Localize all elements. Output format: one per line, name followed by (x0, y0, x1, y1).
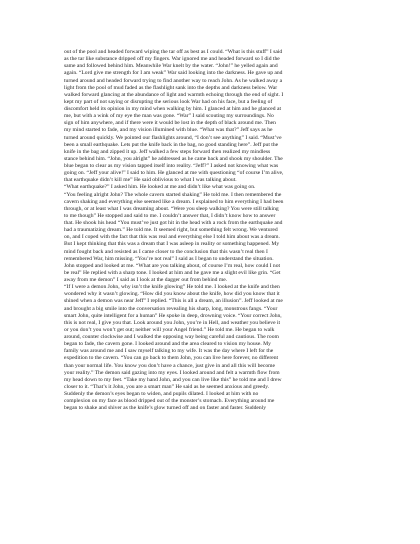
text-line: knife in the bag and zipped it up. Jeff walked a few steps forward then realized my mindless (64, 148, 271, 155)
text-line: “You feeling alright John? The whole cavern started shaking” He told me. I then remembered the (64, 191, 282, 198)
text-line: again. “Lord give me strength for I am weak” War said looking into the darkness. He gave up and (64, 70, 283, 77)
text-line: away from me demon” I said as I look at the dagger out from behind me. (64, 277, 228, 283)
text-line: began to fade, the cavern gone. I looked around and the area cleared to vision my house. My (64, 341, 271, 348)
text-line: discomfort held its opinion in my mind when walking by him. I glanced at him and he glanced at (64, 106, 282, 112)
text-line: smart John, quite intelligent for a human” He spoke in deep, drowning voice. “Your correct John, (64, 312, 282, 319)
text-line: out of the pool and headed forward wiping the tar off as best as I could. “What is this stuff” I said (64, 49, 283, 55)
text-line: my mind started to fade, and my vision illumined with blue. “What was that?” Jeff says as he (64, 127, 273, 134)
text-line: walked forward glancing at the abundance of light and warmth echoing through the end of sight. I (64, 91, 284, 98)
text-line: cavern shaking and everything else seemed like a dream. I explained to him everything I had been (64, 198, 284, 205)
text-line: “What earthquake?” I asked him. He looked at me and didn’t like what was going on. (64, 184, 256, 191)
text-line: your reality.” The demon said gazing into my eyes. I looked around and felt a warmth flow from (64, 369, 280, 376)
text-line: than your normal life. You know you don’t have a chance, just give in and all this will become (64, 362, 276, 369)
text-line: this is not real, I give you that. Look around you John, you’re in Hell, and weather you believe it (64, 319, 281, 326)
text-line: complexion on my face as blood dripped out of the monster’s stomach. Everything around me (64, 398, 275, 405)
text-line: turned around and headed forward trying to find another way to reach John. As he walked away a (64, 77, 283, 84)
text-line: around, counter clockwise and I walked the opposing way being careful and cautious. The room (64, 334, 279, 340)
text-line: on, and I coped with the fact that this was real and everything else I told him about was a dream. (64, 234, 280, 241)
text-line: same and followed behind him. Meanwhile War knelt by the water. “John!” he yelled again and (64, 63, 278, 70)
text-line: had a traumatizing dream.” He told me. It seemed right, but something felt wrong. We ventured (64, 227, 278, 234)
document-page (64, 49, 369, 412)
text-line: wondered why it wasn’t glowing. “How did you know about the knife, how did you know that it (64, 291, 280, 298)
text-line: Suddenly the demon’s eyes began to widen, and pupils dilated. I looked at him with no (64, 391, 259, 397)
text-line: to me though” He stopped and said to me. I couldn’t answer that, I didn’t know how to answer (64, 212, 276, 219)
text-line: blue began to clear as my vision tapped itself into reality. “Jeff?” I asked not knowing what was (64, 163, 279, 169)
text-line: expedition to the cavern. “You can go back to them John, you can live here forever, no different (64, 355, 279, 362)
text-line: me, but with a wink of my eye the man was gone. “War” I said scouting my surroundings. No (64, 113, 274, 120)
text-line: my head down to my feet. “Take my hand John, and you can live like this” he told me and I drew (64, 376, 282, 383)
text-line: But I kept thinking that this was a dream that I was asleep in reality or something happened. My (64, 241, 280, 248)
text-line: closer to it. “That’s it John, you are a smart man” He said as he seemed anxious and greedy. (64, 383, 270, 390)
text-line: been a small earthquake. Lets put the knife back in the bag, no good standing here”. Jeff put the (64, 141, 279, 148)
text-line: light from the pool of mud faded as the flashlight sank into the depths and darkness below. War (64, 84, 278, 91)
text-line: family was around me and I saw myself talking to my wife. It was the day where I left for the (64, 348, 274, 355)
text-line: began to shake and shiver as the knife’s glow turned off and on faster and faster. Suddenly (64, 405, 266, 412)
text-line: through, or at least what I was dreaming about. “Were you sleep walking? You were still talking (64, 205, 279, 212)
text-line: “If I were a demon John, why isn’t the knife glowing” He told me. I looked at the knife and then (64, 284, 280, 291)
text-line: remembered War, him missing. “You’re not real” I said as I began to understand the situation. (64, 255, 274, 262)
text-line: and brought a big smile into the conversation revealing his sharp, long, monstrous fangs. “Your (64, 305, 278, 312)
text-line: mind fought back and resisted as I came closer to the conclusion that this wasn’t real then I (64, 248, 268, 255)
text-line: as the tar like substance dripped off my fingers. War ignored me and headed forward so I did the (64, 56, 280, 63)
text-line: sign of him anywhere, and if there were it would be lost in the depth of black around me. Then (64, 120, 276, 127)
text-line: going on. “Jeff your alive!” I said to him. He glanced at me with questioning “of course I’m alive, (64, 170, 284, 177)
text-line: or you don’t you won’t get out; neither will your Angel friend.” He told me. He began to walk (64, 326, 275, 333)
text-line: turned around quickly. We pointed our flashlights around, “I don’t see anything” I said. “Must’ve (64, 134, 282, 141)
text-line: be real” He replied with a sharp tone. I looked at him and he gave me a slight evil like grin. “Get (64, 269, 281, 276)
text-line: stance behind him. “John, you alright” he addressed as he came back and shook my shoulder. The (64, 155, 283, 162)
text-line: that. He shook his head “You must’ve just got hit in the head with a rock from the earthquake and (64, 220, 283, 226)
text-line: John stopped and looked at me. “What are you talking about, of course I’m real, how could I not (64, 262, 281, 269)
text-line: that earthquake didn’t kill me” He said oblivious to what I was talking about. (64, 177, 237, 184)
text-line: kept my part of not saying or disrupting the serious look War had on his face, but a feeling of (64, 98, 273, 105)
text-line: shined when a demon was near Jeff” I replied. “This is all a dream, an illusion”. Jeff looked at me (64, 298, 283, 305)
